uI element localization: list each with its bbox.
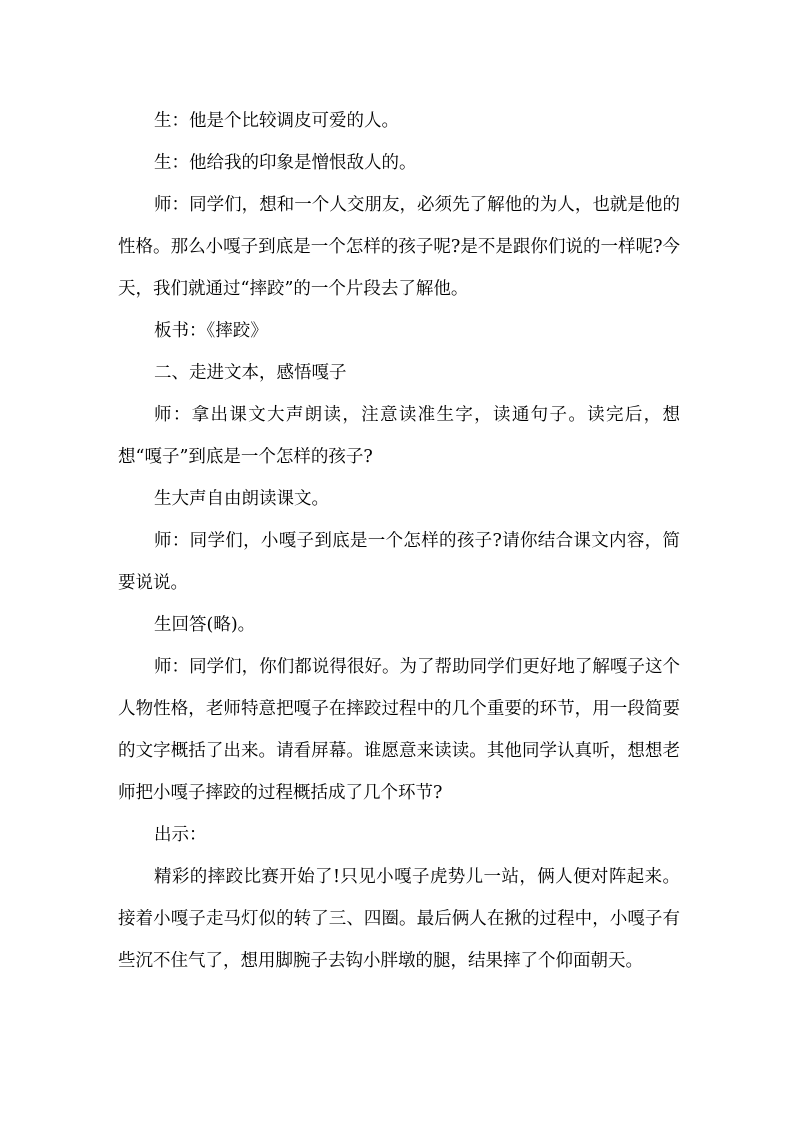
paragraph-teacher-reading-task: 师：拿出课文大声朗读，注意读准生字，读通句子。读完后，想想“嘎子”到底是一个怎样的孩子? (118, 405, 680, 467)
paragraph-student-answer-1: 生：他是个比较调皮可爱的人。 (154, 111, 399, 131)
paragraph-quoted-summary: 精彩的摔跤比赛开始了!只见小嘎子虎势儿一站，俩人便对阵起来。接着小嘎子走马灯似的转了三、四圈。最后俩人在揪的过程中，小嘎子有些沉不住气了，想用脚腕子去钩小胖墩的腿，结果摔了个仰面朝天。 (118, 867, 680, 971)
paragraph-teacher-question: 师：同学们，小嘎子到底是一个怎样的孩子?请你结合课文内容，简要说说。 (118, 531, 680, 593)
paragraph-student-answer-2: 生：他给我的印象是憎恨敌人的。 (154, 153, 417, 173)
paragraph-teacher-intro: 师：同学们，想和一个人交朋友，必须先了解他的为人，也就是他的性格。那么小嘎子到底是一个怎样的孩子呢?是不是跟你们说的一样呢?今天，我们就通过“摔跤”的一个片段去了解他。 (118, 195, 680, 299)
document-body (118, 100, 680, 982)
section-heading: 二、走进文本，感悟嘎子 (154, 363, 347, 383)
paragraph-students-read: 生大声自由朗读课文。 (154, 489, 329, 509)
paragraph-student-reply: 生回答(略)。 (154, 615, 256, 635)
paragraph-teacher-summary: 师：同学们，你们都说得很好。为了帮助同学们更好地了解嘎子这个人物性格，老师特意把嘎子在摔跤过程中的几个重要的环节，用一段简要的文字概括了出来。请看屏幕。谁愿意来读读。其他同学认真听，想想老师把小嘎子摔跤的过程概括成了几个环节? (118, 657, 680, 803)
paragraph-blackboard-title: 板书：《摔跤》 (154, 321, 268, 341)
paragraph-show-label: 出示： (154, 825, 207, 845)
